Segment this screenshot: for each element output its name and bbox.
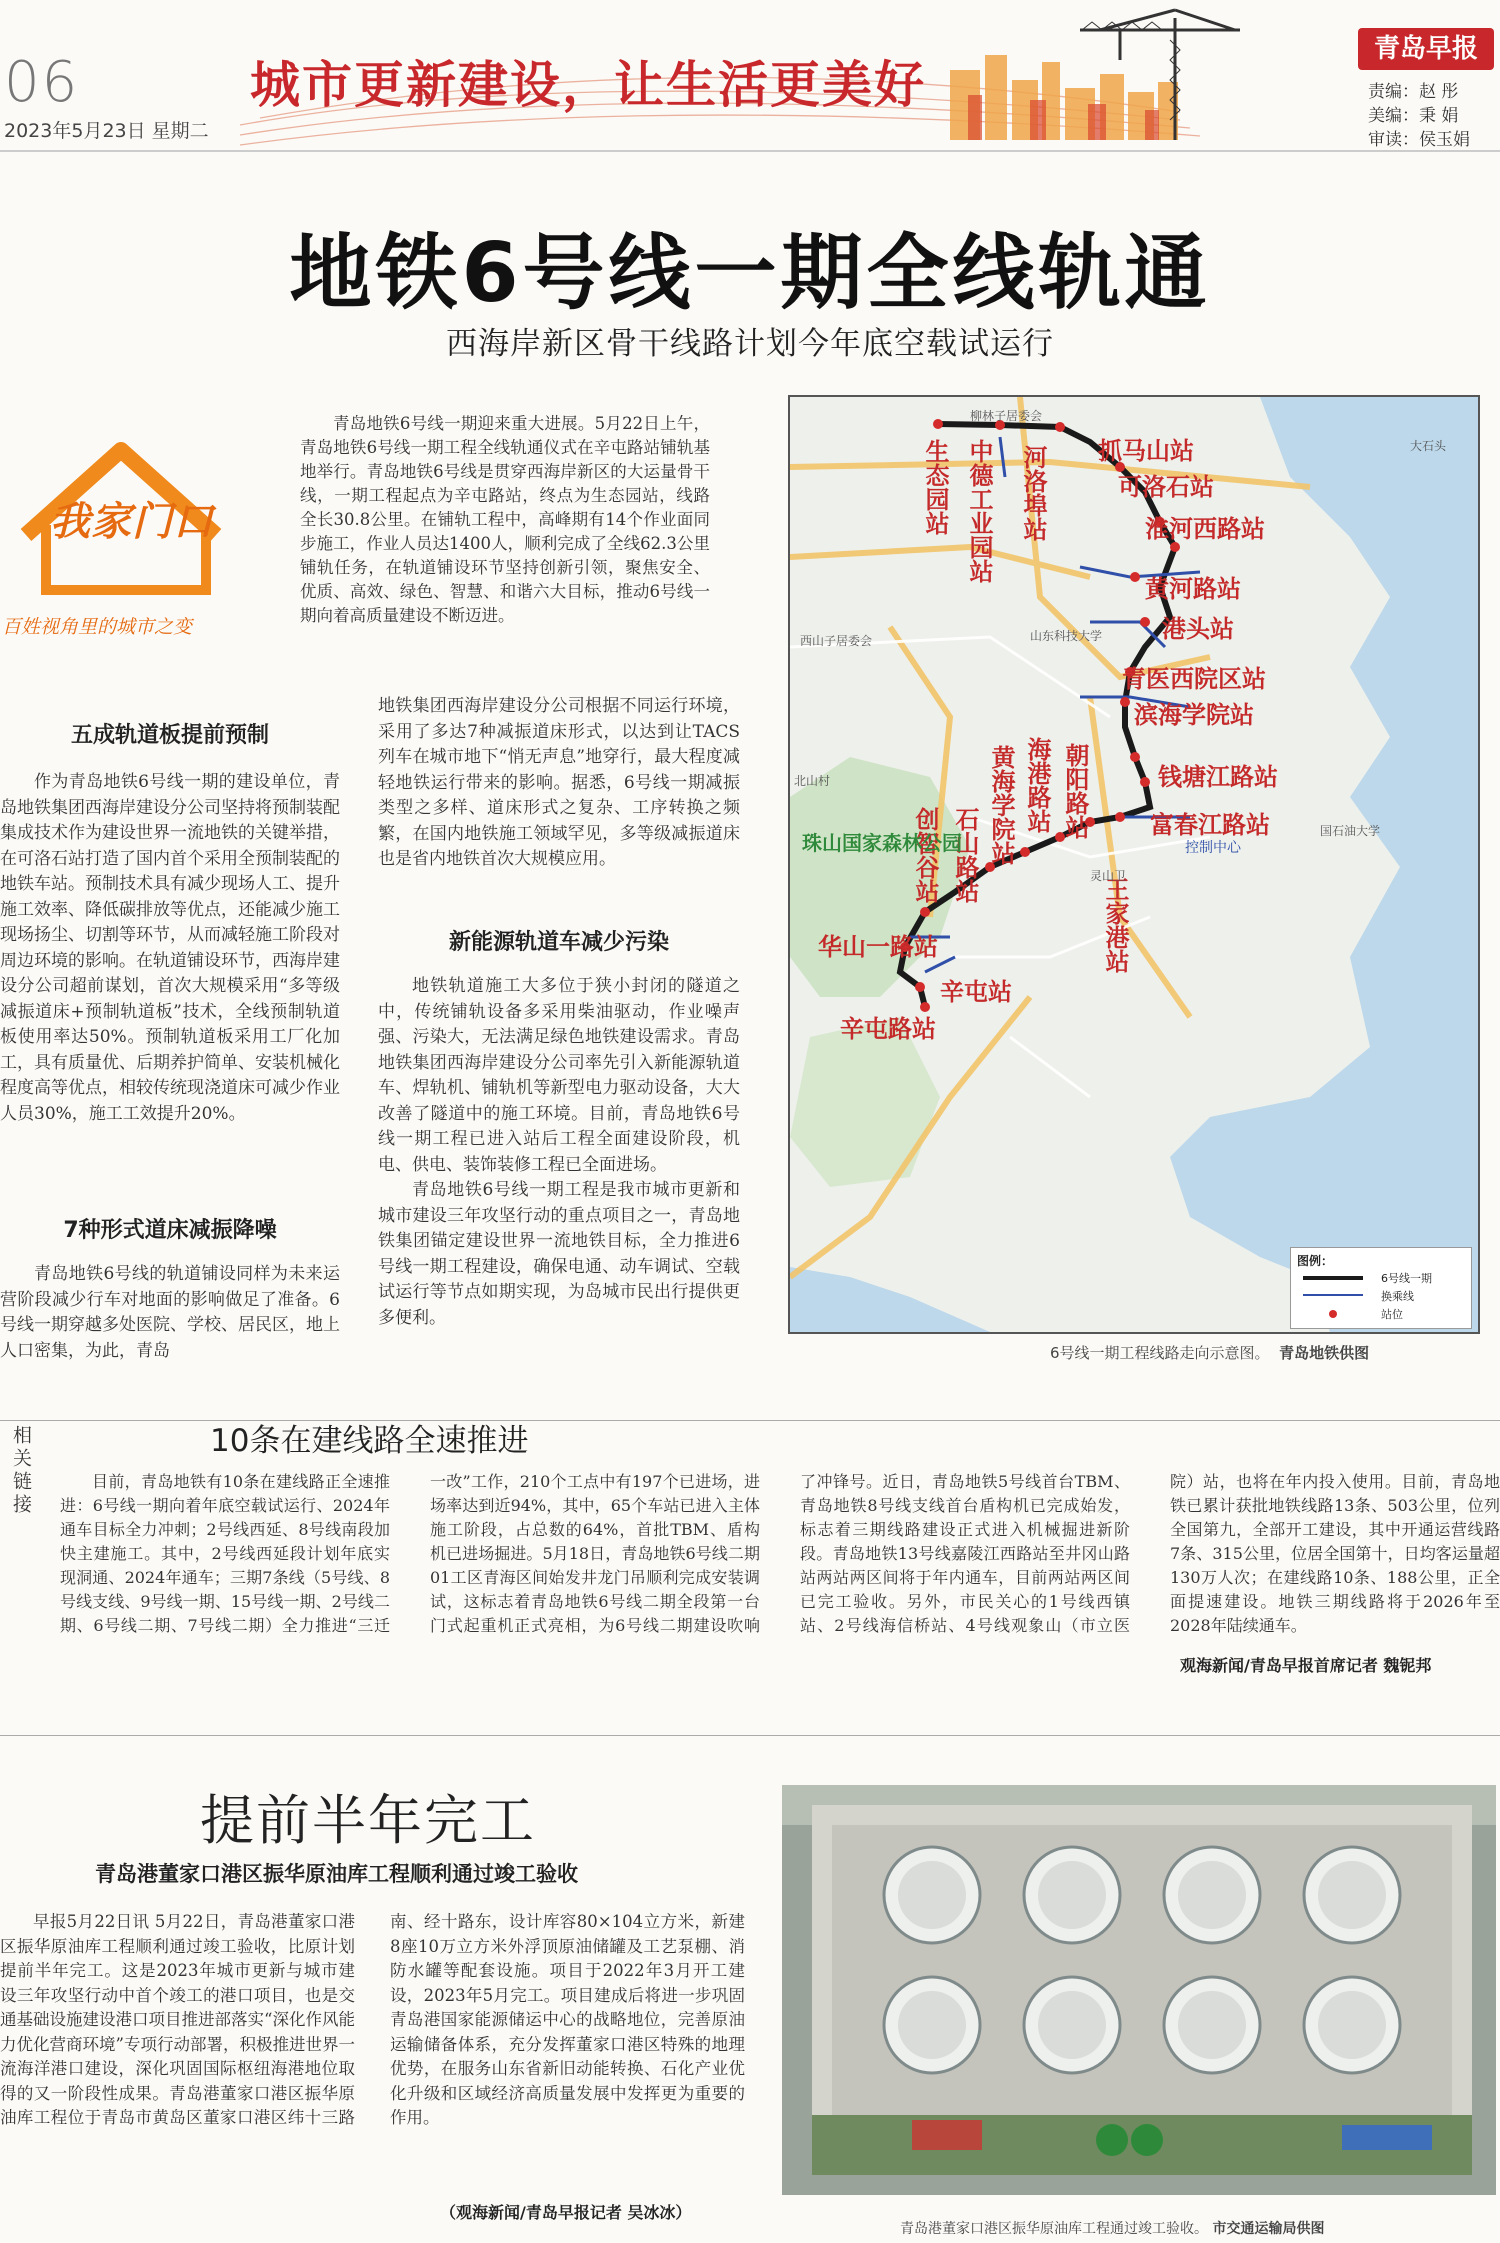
lead-paragraph: [300, 412, 710, 628]
station-label: 创智谷站: [911, 807, 939, 903]
article3-body: [0, 1910, 745, 2220]
article3-byline: （观海新闻/青岛早报记者 吴冰冰）: [440, 2203, 692, 2222]
station-label: 生态园站: [921, 439, 949, 535]
editor-credits: [1368, 80, 1470, 152]
station-label: 港头站: [1162, 615, 1234, 643]
photo-graphic: [782, 1785, 1496, 2195]
station-label: 朝阳路站: [1061, 743, 1089, 839]
station-label: 黄河路站: [1145, 575, 1241, 603]
station-label: 辛屯站: [940, 978, 1012, 1006]
closing-text: 青岛地铁6号线一期工程是我市城市更新和城市建设三年攻坚行动的重点项目之一，青岛地铁集团锚定建设世界一流地铁目标，全力推进6号线一期工程建设，确保电通、动车调试、空载试运行等节点如期实现，为岛城市民出行提供更多便利。: [378, 1180, 740, 1328]
continued-text: 地铁集团西海岸建设分公司根据不同运行环境，采用了多达7种减振道床形式，以达到让TACS列车在城市地下“悄无声息”地穿行，最大程度减轻地铁运行带来的影响。据悉，6号线一期减振类型之多样、道床形式之复杂、工序转换之频繁，在国内地铁施工领域罕见，多等级减振道床也是省内地铁首次大规模应用。: [378, 696, 740, 869]
legend-transfer-swatch: [1303, 1294, 1363, 1296]
photo-caption-text: 青岛港董家口港区振华原油库工程通过竣工验收。: [900, 2221, 1208, 2237]
legend-station-swatch: [1329, 1310, 1337, 1318]
station-label: 钱塘江路站: [1158, 763, 1278, 791]
station-label: 王家港站: [1101, 877, 1129, 973]
place-label: 控制中心: [1185, 840, 1241, 856]
place-label: 大石头: [1410, 439, 1447, 453]
issue-date: 2023年5月23日 星期二: [4, 120, 209, 142]
section-title: 新能源轨道车减少污染: [448, 930, 669, 955]
section-body: [378, 974, 740, 1331]
article3-subtitle: 青岛港董家口港区振华原油库工程顺利通过竣工验收: [95, 1862, 578, 1886]
column-logo-text: 我家门口: [50, 499, 214, 545]
section-divider: [0, 1735, 1500, 1736]
place-label: 国石油大学: [1320, 824, 1381, 838]
section-text: 作为青岛地铁6号线一期的建设单位，青岛地铁集团西海岸建设分公司坚持将预制装配集成技术作为建设世界一流地铁的关键举措，在可洛石站打造了国内首个采用全预制装配的地铁车站。预制技术具有减少现场人工、提升施工效率、降低碳排放等优点，还能减少施工现场扬尘、切割等环节，从而减轻施工阶段对周边环境的影响。在轨道铺设环节，西海岸建设分公司超前谋划，首次大规模采用“多等级减振道床+预制轨道板”技术，全线预制轨道板使用率达50%。预制轨道板采用工厂化加工，具有质量优、后期养护简单、安装机械化程度高等优点，相较传统现浇道床可减少作业人员30%，施工工效提升20%。: [0, 772, 340, 1124]
article2-title: 10条在建线路全速推进: [210, 1423, 529, 1459]
legend-item: 换乘线: [1381, 1290, 1414, 1303]
photo-credit: 市交通运输局供图: [1212, 2221, 1325, 2237]
editor-line: 责编：赵 彤: [1368, 82, 1459, 102]
station-label: 海港路站: [1023, 737, 1051, 833]
station-label: 河洛埠站: [1019, 445, 1047, 541]
legend-line6-swatch: [1303, 1276, 1363, 1280]
article3-title: 提前半年完工: [200, 1789, 536, 1852]
place-label: 山东科技大学: [1030, 629, 1103, 643]
editor-line: 美编：秉 娟: [1368, 106, 1459, 126]
lead-text: 青岛地铁6号线一期迎来重大进展。5月22日上午，青岛地铁6号线一期工程全线轨通仪式在辛屯路站铺轨基地举行。青岛地铁6号线是贯穿西海岸新区的大运量骨干线，一期工程起点为辛屯路站，终点为生态园站，线路全长30.8公里。在铺轨工程中，高峰期有14个作业面同步施工，作业人员达1400人，顺利完成了全线62.3公里铺轨任务，在轨道铺设环节坚持创新引领，聚焦安全、优质、高效、绿色、智慧、和谐六大目标，推动6号线一期向着高质量建设不断迈进。: [300, 414, 710, 625]
column-slogan: 百姓视角里的城市之变: [2, 616, 193, 638]
oil-depot-aerial-photo: [782, 1785, 1496, 2195]
section-title: 五成轨道板提前预制: [70, 723, 269, 748]
article2-body: [60, 1470, 1500, 1670]
section-text: 青岛地铁6号线的轨道铺设同样为未来运营阶段减少行车对地面的影响做足了准备。6号线一期穿越多处医院、学校、居民区，地上人口密集，为此，青岛: [0, 1264, 340, 1361]
headline: 地铁6号线一期全线轨通: [289, 226, 1211, 321]
metro-line-map: [788, 395, 1480, 1334]
related-links-label: 相关链接: [10, 1425, 32, 1517]
station-label: 石山路站: [951, 807, 979, 903]
place-label: 北山村: [794, 774, 831, 788]
section-text: 地铁轨道施工大多位于狭小封闭的隧道之中，传统铺轨设备多采用柴油驱动，作业噪声强、污染大，无法满足绿色地铁建设需求。青岛地铁集团西海岸建设分公司率先引入新能源轨道车、焊轨机、铺轨机等新型电力驱动设备，大大改善了隧道中的施工环境。目前，青岛地铁6号线一期工程已进入站后工程全面建设阶段，机电、供电、装饰装修工程已全面进场。: [378, 976, 740, 1175]
section-body: [0, 770, 340, 1127]
map-caption-text: 6号线一期工程线路走向示意图。: [1050, 1344, 1270, 1362]
station-label: 可洛石站: [1118, 473, 1214, 501]
legend-title: 图例：: [1297, 1254, 1334, 1268]
section-body: [0, 1262, 340, 1364]
article2-byline: 观海新闻/青岛早报首席记者 魏铌邦: [1180, 1656, 1432, 1675]
station-label: 淮河西路站: [1145, 515, 1265, 543]
page-number: 06: [4, 50, 80, 115]
place-label: 西山子居委会: [800, 634, 873, 648]
map-graphic: [790, 397, 1478, 1332]
newspaper-logo: 青岛早报: [1358, 28, 1494, 70]
station-label: 青医西院区站: [1122, 665, 1266, 693]
legend-item: 6号线一期: [1381, 1272, 1432, 1285]
place-label: 珠山国家森林公园: [802, 831, 962, 855]
header-divider: [0, 150, 1500, 152]
station-label: 滨海学院站: [1134, 701, 1254, 729]
map-credit: 青岛地铁供图: [1279, 1344, 1370, 1362]
editor-line: 审读：侯玉娟: [1368, 130, 1470, 150]
photo-caption: [900, 2218, 1324, 2238]
subheadline: 西海岸新区骨干线路计划今年底空载试运行: [446, 326, 1054, 362]
station-label: 黄海学院站: [987, 745, 1015, 865]
map-legend: [1290, 1247, 1472, 1329]
map-caption: [1050, 1342, 1369, 1363]
station-label: 辛屯路站: [840, 1015, 936, 1043]
article2-text: 目前，青岛地铁有10条在建线路正全速推进：6号线一期向着年底空载试运行、2024年通车目标全力冲刺；2号线西延、8号线南段加快主建施工。其中，2号线西延段计划年底实现洞通、2024年通车；三期7条线（5号线、8号线支线、9号线一期、15号线一期、2号线二期、6号线二期、7号线二期）全力推进“三迁一改”工作，210个工点中有197个已进场，进场率达到近94%，其中，65个车站已进入主体施工阶段，占总数的64%，首批TBM、盾构机已进场掘进。5月18日，青岛地铁6号线二期01工区青海区间始发井龙门吊顺利完成安装调试，这标志着青岛地铁6号线二期全段第一台门式起重机正式亮相，为6号线二期建设吹响了冲锋号。近日，青岛地铁5号线首台TBM、青岛地铁8号线支线首台盾构机已完成始发，标志着三期线路建设正式进入机械掘进新阶段。青岛地铁13号线嘉陵江西路站至井冈山路站两站两区间将于年内通车，目前两站两区间已完工验收。另外，市民关心的1号线西镇站、2号线海信桥站、4号线观象山（市立医院）站，也将在年内投入使用。目前，青岛地铁已累计获批地铁线路13条、503公里，位列全国第九，全部开工建设，其中开通运营线路7条、315公里，位居全国第十，日均客运量超130万人次；在建线路10条、188公里，正全面提速建设。地铁三期线路将于2026年至2028年陆续通车。: [60, 1472, 1500, 1635]
article-body-column: [378, 694, 740, 873]
banner-title: 城市更新建设，让生活更美好: [250, 56, 926, 114]
station-label: 抓马山站: [1098, 437, 1194, 465]
place-label: 灵山卫: [1090, 869, 1127, 883]
station-label: 富春江路站: [1150, 811, 1270, 839]
sea-water: [790, 1267, 990, 1332]
legend-item: 站位: [1381, 1308, 1403, 1321]
station-label: 中德工业园站: [965, 439, 993, 583]
section-title: 7种形式道床减振降噪: [63, 1218, 277, 1243]
article3-text: 早报5月22日讯 5月22日，青岛港董家口港区振华原油库工程顺利通过竣工验收，比原计划提前半年完工。这是2023年城市更新与城市建设三年攻坚行动中首个竣工的港口项目，也是交通基础设施建设港口项目推进部落实“深化作风能力优化营商环境”专项行动部署，积极推进世界一流海洋港口建设，深化巩固国际枢纽海港地位取得的又一阶段性成果。青岛港董家口港区振华原油库工程位于青岛市黄岛区董家口港区纬十三路南、经十路东，设计库容80×104立方米，新建8座10万立方米外浮顶原油储罐及工艺泵棚、消防水罐等配套设施。项目于2022年3月开工建设，2023年5月完工。项目建成后将进一步巩固青岛港国家能源储运中心的战略地位，完善原油运输储备体系，充分发挥董家口港区特殊的地理优势，在服务山东省新旧动能转换、石化产业优化升级和区域经济高质量发展中发挥更为重要的作用。: [0, 1912, 745, 2127]
place-label: 柳林子居委会: [970, 409, 1043, 423]
station-label: 华山一路站: [818, 933, 938, 961]
